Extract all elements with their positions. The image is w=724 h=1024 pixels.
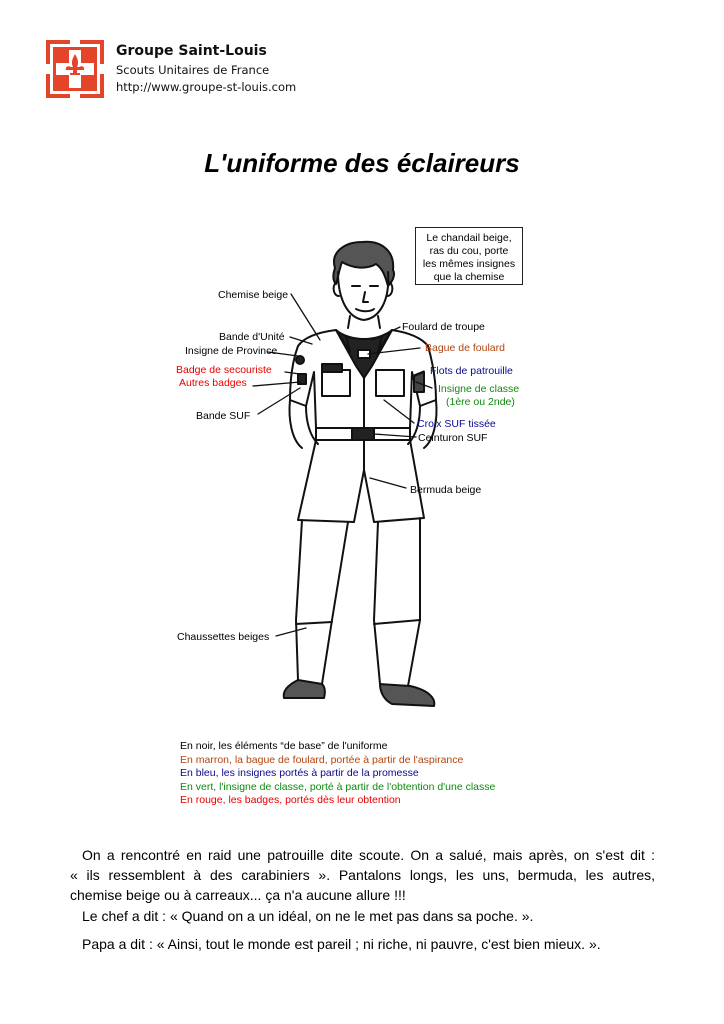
label-ceinturon: Ceinturon SUF (418, 432, 488, 444)
org-url[interactable]: http://www.groupe-st-louis.com (116, 80, 297, 94)
org-subtitle: Scouts Unitaires de France (116, 63, 270, 77)
chandail-note-box (415, 227, 523, 285)
label-bague: Bague de foulard (425, 342, 505, 354)
label-badge-secouriste: Badge de secouriste (176, 364, 272, 376)
paragraph-line: « ils ressemblent à des carabiniers ». Pantalons longs, les uns, bermuda, les autres, (70, 867, 655, 883)
label-insigne-classe: Insigne de classe (438, 383, 520, 395)
note-line: ras du cou, porte (429, 245, 509, 257)
label-bande-unite: Bande d'Unité (219, 331, 285, 343)
label-chemise: Chemise beige (218, 289, 289, 301)
label-flots: Flots de patrouille (430, 365, 513, 377)
label-bermuda: Bermuda beige (410, 484, 482, 496)
label-bande-suf: Bande SUF (196, 410, 251, 422)
note-line: les mêmes insignes (422, 258, 516, 270)
label-insigne-classe-detail: (1ère ou 2nde) (446, 396, 515, 408)
note-line: que la chemise (433, 271, 505, 283)
paragraph-papa: Papa a dit : « Ainsi, tout le monde est pareil ; ni riche, ni pauvre, c'est bien mieux. ». (82, 936, 601, 952)
color-legend (180, 740, 495, 808)
paragraph-line: On a rencontré en raid une patrouille dite scoute. On a salué, mais après, on s'est dit : (82, 847, 655, 863)
label-insigne-province: Insigne de Province (185, 345, 278, 357)
paragraph-raid (70, 845, 655, 905)
label-croix: Croix SUF tissée (417, 418, 496, 430)
legend-blue: En bleu, les insignes portés à partir de la promesse (180, 767, 419, 779)
legend-maroon: En marron, la bague de foulard, portée à partir de l'aspirance (180, 753, 464, 766)
paragraph-chef: Le chef a dit : « Quand on a un idéal, on ne le met pas dans sa poche. ». (82, 908, 534, 924)
legend-black: En noir, les éléments “de base” de l'uniforme (180, 740, 388, 752)
page-title: L'uniforme des éclaireurs (204, 148, 520, 178)
label-autres-badges: Autres badges (179, 377, 247, 389)
legend-green: En vert, l'insigne de classe, porté à partir de l'obtention d'une classe (180, 780, 496, 793)
org-name: Groupe Saint-Louis (116, 43, 267, 59)
label-chaussettes: Chaussettes beiges (177, 631, 270, 643)
paragraph-line: chemise beige ou à carreaux... ça n'a aucune allure !!! (70, 887, 406, 903)
note-line: Le chandail beige, (426, 232, 512, 244)
legend-red: En rouge, les badges, portés dès leur obtention (180, 794, 401, 806)
label-foulard: Foulard de troupe (402, 321, 485, 333)
